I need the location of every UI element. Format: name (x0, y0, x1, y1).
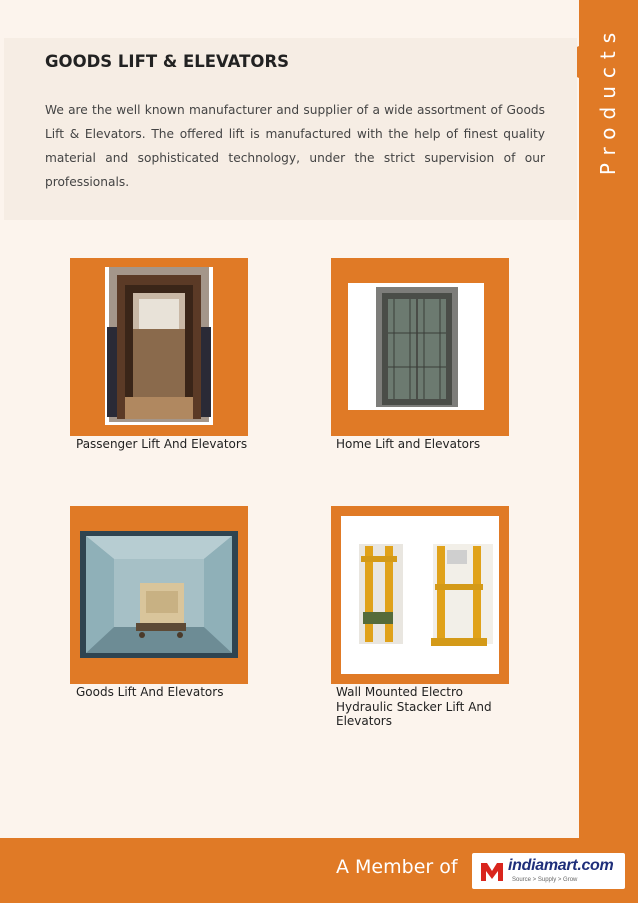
product-name[interactable]: Passenger Lift And Elevators (76, 437, 248, 451)
indiamart-logo-icon (478, 857, 506, 885)
logo-wordmark: indiamart.com (508, 857, 614, 874)
home-lift-photo[interactable] (348, 283, 484, 410)
passenger-lift-photo[interactable] (105, 267, 213, 425)
goods-lift-photo[interactable] (80, 531, 238, 658)
member-text: A Member of (336, 856, 458, 878)
section-label-text: Products (596, 24, 621, 176)
logo-tagline: Source > Supply > Grow (512, 877, 578, 883)
intro-paragraph: We are the well known manufacturer and supplier of a wide assortment of Goods Lift & Elevators. The offered lift is manufactured with the help of finest quality material and sophisticated technology, under the strict supervision of our professionals. (45, 103, 545, 189)
product-name[interactable]: Goods Lift And Elevators (76, 685, 224, 699)
page-title: GOODS LIFT & ELEVATORS (45, 52, 290, 71)
stacker-lift-photo[interactable] (341, 516, 499, 674)
product-name[interactable]: Home Lift and Elevators (336, 437, 481, 451)
section-label (579, 0, 638, 200)
product-name[interactable]: Wall Mounted Electro Hydraulic Stacker Lift And Elevators (336, 685, 492, 728)
